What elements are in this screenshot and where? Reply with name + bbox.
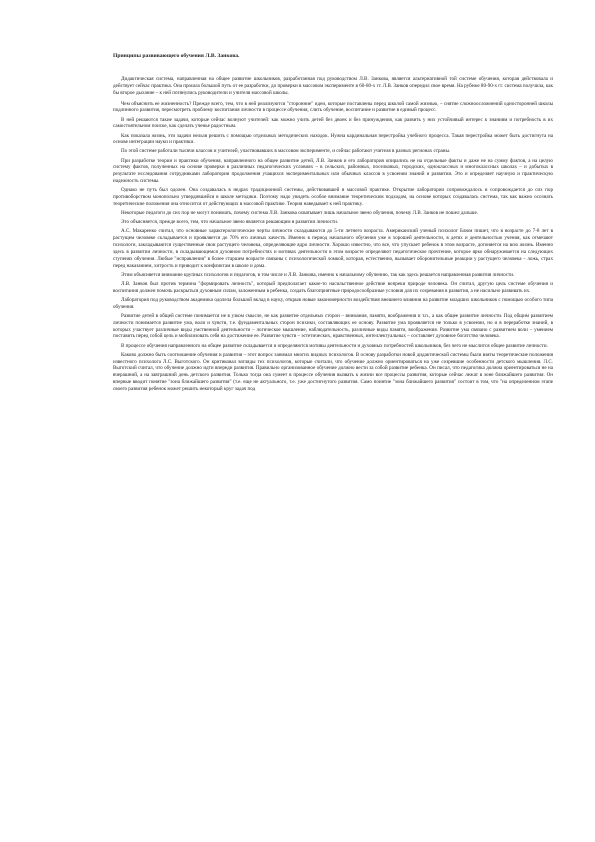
paragraph: По этой системе работали тысячи классов и учителей, участвовавших в массовом эксперименте, и сейчас работают учителя в разных регионах страны. [121, 148, 451, 155]
paragraph: В процессе обучения направленного на общее развитие складывается и определяются мотивы деятельности и духовных потребностей школьников, без чего не мыслится общее развитие личности. [121, 342, 548, 349]
paragraph: Развитие детей в общей системе понимается не в узком смысле, не как развитие отдельных сторон – внимания, памяти, воображения и т.п., а как общее развитие личности. Под общим развитием личности понимается развитие ума, воли и чувств, т.е. фундаментальных сторон психики, составляющих ее основу. Развитие ума проявляется не только в усвоении, но и в переработке знаний, в которых участвует различные виды умственной деятельности – логическое мышление, наблюдательность, различные виды памяти, воображения. Развитие ума связано с развитием воли – умением поставить перед собой цель и мобилизовать себя на достижение ее. Развитие чувств – эстетических, нравственных, интеллектуальных – составляет духовное богатство человека. [113, 312, 553, 340]
paragraph: Каково должно быть соотношение обучения и развития – этот вопрос занимал многих видных психологов. В основу разработки новой дидактической системы были взяты теоретические положения известного психолога Л.С. Выготского. Он критиковал взгляды тех психологов, которые считали, что обучение должно ориентироваться на уже созревшие особенности детского мышления. Л.С. Выготский считал, что обучение должно идти впереди развития. Правильно организованное обучение должно вести за собой развитие ребенка. Он писал, что педагогика должна ориентироваться не на вчерашний, а на завтрашний день детского развития. Только тогда она сумеет в процессе обучения вызвать к жизни все процессы развития, которые сейчас лежат в зоне ближайшего развития. Он впервые вводит понятие "зона ближайшего развития" (т.е. еще не актуального, т.е. уже достигнутого развития. Само понятие "зона ближайшего развития" состоит в том, что "на определенном этапе своего развития ребенок может решить некоторый круг задач под [113, 351, 553, 392]
document-body [113, 52, 553, 395]
paragraph: Дидактическая система, направленная на общее развитие школьников, разработанная под руководством Л.В. Занкова, является альтернативной той системе обучения, которая действовала и действует сейчас практика. Она прошла большой путь от ее разработки, до проверки в массовом эксперименте в 60-80-х гг. Л.В. Занков опередил свое время. На рубеже 80-90-х гг. система получила, как бы второе дыхание – к ней потянулись руководители и учителя массовой школы. [113, 76, 553, 96]
paragraph: Этим объясняется внимание крупных психологов и педагогов, в том числе и Л.В. Занкова, именно к начальному обучению, так как здесь решается направленная развития личности. [121, 271, 515, 278]
paragraph: Однако не путь был одолен. Она создавалась в недрах традиционной системы, действовавшей в массовой практике. Открытие лаборатории сопровождалось и сопровождается до сих пор противоборством монопольно утвердившейся в школе методики. Поэтому надо увидеть особое внимание теоретическим подходам, на основе которых создавалась система, так как важно осознать теоретические положения она относится от действующих в массовой практике. Теория наведывает к ней практику. [113, 187, 553, 207]
paragraph: Как показала жизнь, эти задачи нельзя решить с помощью отдельных методических находок. Нужна кардинальная перестройка учебного процесса. Такая перестройка может быть достигнута на основе интеграции науки и практики. [113, 132, 553, 146]
paragraph: Л.В. Занков был против термина "формировать личность", который предполагает какое-то насильственное действие вопреки природе человека. Он считал, другую цель системе обучения и воспитания должен помочь раскрыться духовным силам, заложенным в ребенка, создать благоприятные природосообразные условия для их созревания в развития, а не насильно развивать их. [113, 280, 553, 294]
paragraph: А.С. Макаренко считал, что основные характерологические черты личности складываются до 5-ти летнего возраста. Американский ученый психолог Блюм пишет, что в возрасте до 7-8 лет в растущем человеке складывается и проявляется до 70% его личных качеств. Именно в период начального обучения уже в хорошей деятельности, в детях и деятельностью учения, как отмечают психологи, закладываются существенные свои растущего человека, определяющие ядро личности. Хорошо известно, что все, что упускает ребенок в этом возрасте, догоняется на всю жизнь. Именно здесь в развитии личности, в складывающемся духовном потребностях и мотивах деятельности в этом возрасте определяют педагогическое прочтение, которое ярко обнаруживается на следующих ступенях обучения. Любые "исправления" в более старшем возрасте связаны с психологической ломкой, которая, естественно, вызывает оборонительные реакции у растущего человека – ложь, страх перед наказанием, хитрость и приводит к конфликтам в школе и дома. [113, 228, 553, 269]
paragraph: Некоторые педагоги до сих пор не могут понимать, почему система Л.В. Занкова охватывает лишь начальное звено обучения, почему Л.В. Занков не пошел дальше. [121, 210, 479, 217]
paragraph: Это объясняется, прежде всего, тем, что начальное звено является решающим в развитии личности. [121, 219, 339, 226]
document-title: Принципы развивающего обучения Л.В. Занкова. [113, 53, 240, 59]
paragraph: Лаборатория под руководством академика одолела большой вклад в науку, открыв новые закономерности воздействия внешнего влияния на развитие младших школьников с помощью особого типа обучения. [113, 296, 553, 310]
paragraph: В ней решаются такие задачи, которые сейчас волнуют учителей: как можно учить детей без двоек и без принуждения, как развить у них устойчивый интерес к знаниям и потребность в их самостоятельном поиске, как сделать ученье радостным. [113, 116, 553, 130]
paragraph: Чем объяснить ее жизненность? Прежде всего, тем, что в ней реализуются "сторонние" идеи, которые поставлены перед школой самой жизнью, – снятие сложноосложнений односторонней школы подлинного развития, пересмотреть проблему воспитания личности в процессе обучения, слить обучение, воспитание и развитие в единый процесс. [113, 100, 553, 114]
paragraph: При разработке теории и практики обучения, направленного на общее развитие детей, Л.В. Занков и его лаборатория опирались не на отдельные факты и даже не на сумму фактов, а на целую систему фактов, полученных на основе проверки в различных педагогических условиях – в сельских, районных, поселковых, городских, одноклассных и многоклассных школах – и добытых в результате исследования сотрудниками лаборатории продолжения учащихся экспериментальных или обычных классов в усвоении знаний и развитии. Это и определяет научную и практическую надежность системы. [113, 157, 553, 185]
